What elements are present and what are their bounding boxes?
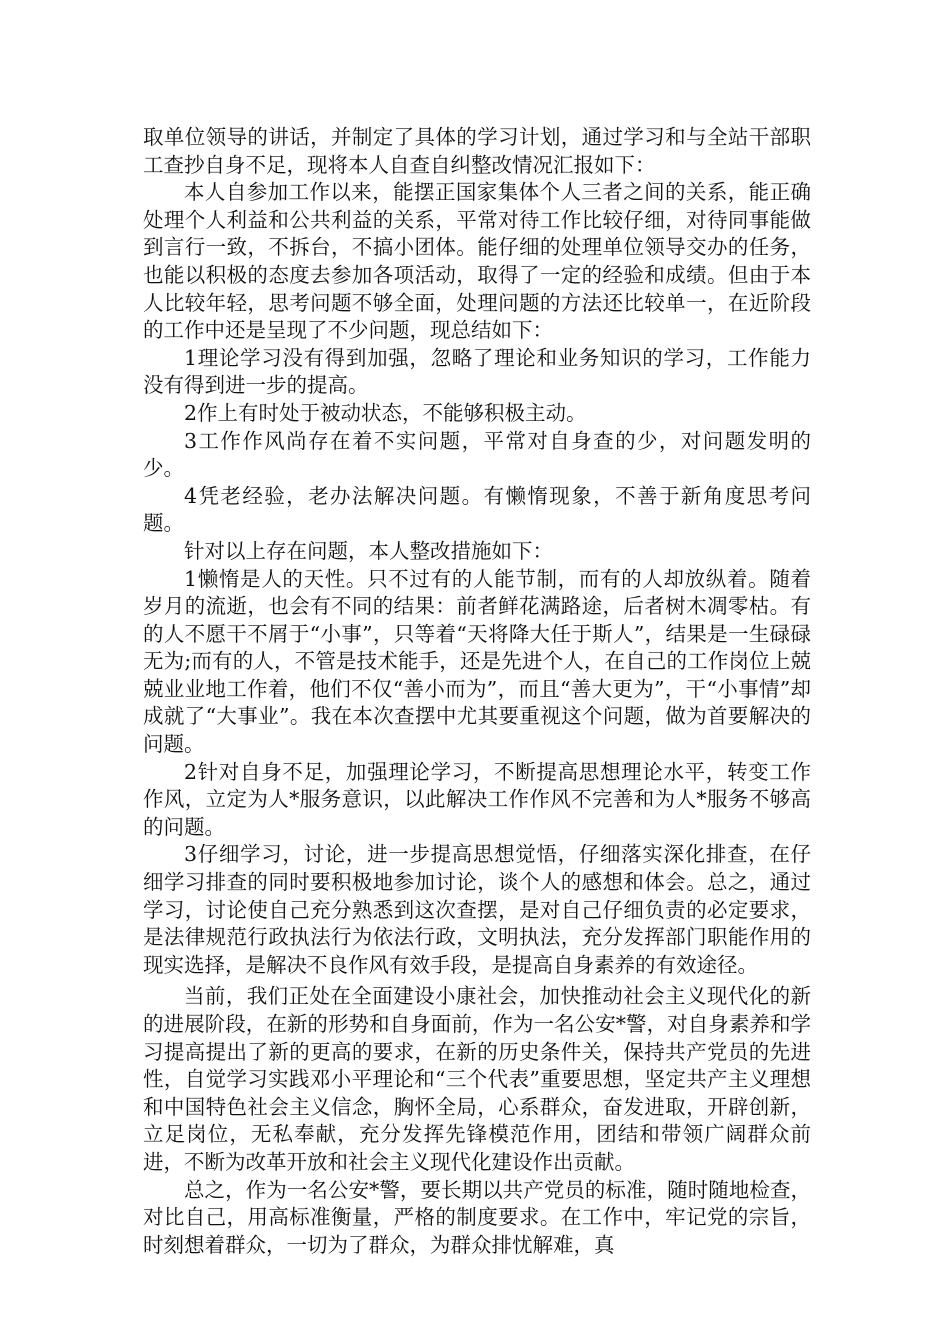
paragraph-intro-continuation: 取单位领导的讲话，并制定了具体的学习计划，通过学习和与全站干部职工查抄自身不足，现将本人自查自纠整改情况汇报如下：	[143, 125, 811, 177]
measure-item-2: 2针对自身不足，加强理论学习，不断提高思想理论水平，转变工作作风，立定为人*服务意识，以此解决工作作风不完善和为人*服务不够高的问题。	[143, 759, 811, 839]
problem-item-3: 3工作作风尚存在着不实问题，平常对自身查的少，对问题发明的少。	[143, 428, 811, 481]
measure-item-3: 3仔细学习，讨论，进一步提高思想觉悟，仔细落实深化排查，在仔细学习排查的同时要积极地参加讨论，谈个人的感想和体会。总之，通过学习，讨论使自己充分熟悉到这次查摆，是对自己仔细负责的必定要求，是法律规范行政执法行为依法行政，文明执法，充分发挥部门职能作用的现实选择，是解决不良作风有效手段，是提高自身素养的有效途径。	[143, 842, 811, 977]
problem-item-4: 4凭老经验，老办法解决问题。有懒惰现象，不善于新角度思考问题。	[143, 483, 811, 536]
document-page	[143, 124, 811, 1259]
measures-heading: 针对以上存在问题，本人整改措施如下：	[184, 538, 553, 563]
paragraph-self-assessment: 本人自参加工作以来，能摆正国家集体个人三者之间的关系，能正确处理个人利益和公共利益的关系，平常对待工作比较仔细，对待同事能做到言行一致，不拆台，不搞小团体。能仔细的处理单位领导交办的任务，也能以积极的态度去参加各项活动，取得了一定的经验和成绩。但由于本人比较年轻，思考问题不够全面，处理问题的方法还比较单一，在近阶段的工作中还是呈现了不少问题，现总结如下：	[143, 180, 811, 343]
paragraph-conclusion: 总之，作为一名公安*警，要长期以共产党员的标准，随时随地检查，对比自己，用高标准衡量，严格的制度要求。在工作中，牢记党的宗旨，时刻想着群众，一切为了群众，为群众排忧解难，真	[143, 1177, 811, 1257]
measure-item-1: 1懒惰是人的天性。只不过有的人能节制，而有的人却放纵着。随着岁月的流逝，也会有不同的结果：前者鲜花满路途，后者树木凋零枯。有的人不愿干不屑于“小事”，只等着“天将降大任于斯人”，结果是一生碌碌无为;而有的人，不管是技术能手，还是先进个人，在自己的工作岗位上兢兢业业地工作着，他们不仅“善小而为”，而且“善大更为”，干“小事情”却成就了“大事业”。我在本次查摆中尤其要重视这个问题，做为首要解决的问题。	[143, 566, 811, 757]
problem-item-2: 2作上有时处于被动状态，不能够积极主动。	[184, 400, 587, 425]
problem-item-1: 1理论学习没有得到加强，忽略了理论和业务知识的学习，工作能力没有得到进一步的提高。	[143, 345, 811, 398]
paragraph-current-situation: 当前，我们正处在全面建设小康社会，加快推动社会主义现代化的新的进展阶段，在新的形势和自身面前，作为一名公安*警，对自身素养和学习提高提出了新的更高的要求，在新的历史条件关，保持共产党员的先进性，自觉学习实践邓小平理论和“三个代表”重要思想，坚定共产主义理想和中国特色社会主义信念，胸怀全局，心系群众，奋发进取，开辟创新，立足岗位，无私奉献，充分发挥先锋模范作用，团结和带领广阔群众前进，不断为改革开放和社会主义现代化建设作出贡献。	[143, 984, 811, 1174]
